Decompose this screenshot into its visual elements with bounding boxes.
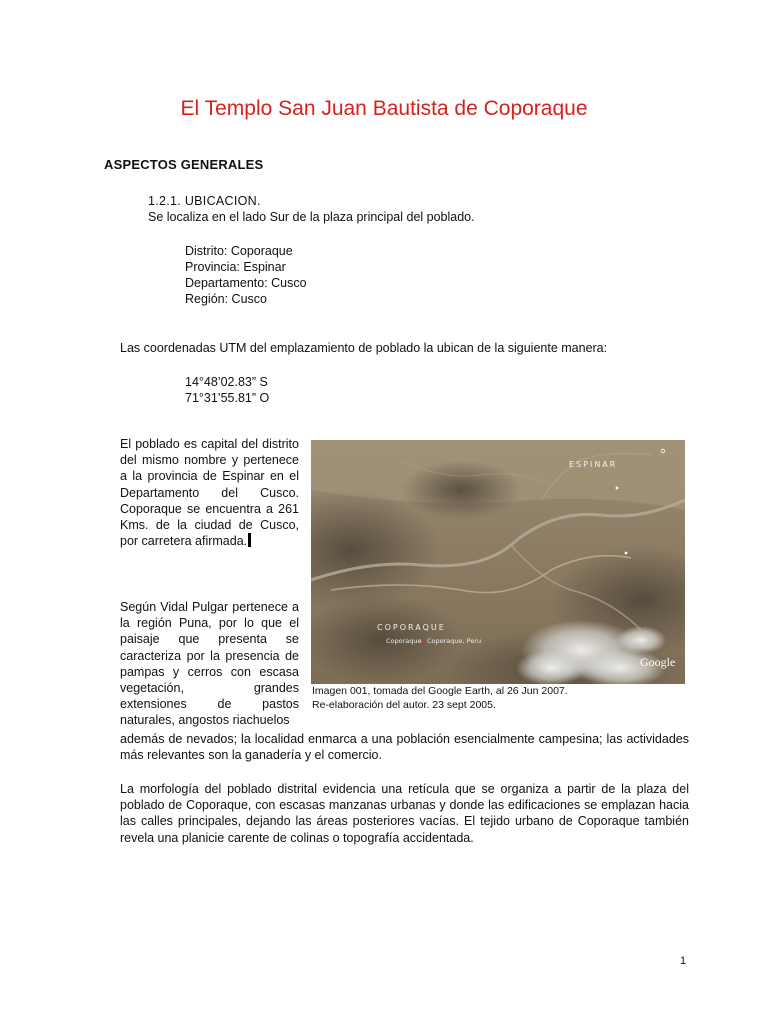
paragraph-region-part1: Según Vidal Pulgar pertenece a la región Puna, por lo que el paisaje que presenta se caracteriza por la presencia de pampas y cerros con escasa vegetación, grandes extensiones de pastos naturales, angostos riachuelos bbox=[120, 600, 299, 728]
location-item-provincia: Provincia: Espinar bbox=[185, 260, 286, 274]
subsection-heading: 1.2.1. UBICACION. bbox=[148, 194, 261, 208]
paragraph-capital bbox=[120, 436, 299, 549]
location-item-region: Región: Cusco bbox=[185, 292, 267, 306]
caption-line-1: Imagen 001, tomada del Google Earth, al 26 Jun 2007. bbox=[312, 685, 568, 697]
location-intro: Se localiza en el lado Sur de la plaza principal del poblado. bbox=[148, 210, 475, 224]
text-cursor bbox=[248, 533, 251, 547]
coordinate-latitude: 14°48’02.83” S bbox=[185, 375, 268, 389]
coordinates-intro: Las coordenadas UTM del emplazamiento de poblado la ubican de la siguiente manera: bbox=[120, 341, 608, 355]
map-marker-icon bbox=[616, 487, 619, 490]
page-number: 1 bbox=[680, 955, 687, 967]
coordinates-list bbox=[185, 374, 269, 406]
paragraph-morphology: La morfología del poblado distrital evidencia una retícula que se organiza a partir de la plaza del poblado de Coporaque, con escasas manzanas urbanas y donde las edificaciones se emplazan hacia las calles principales, dejando las áreas posteriores vacías. El tejido urbano de Coporaque también revela una planicie carente de colinas o topografía accidentada. bbox=[120, 782, 689, 845]
map-label-coporaque-region: COPORAQUE bbox=[377, 623, 446, 632]
coordinate-longitude: 71°31’55.81” O bbox=[185, 391, 270, 405]
google-logo: Google bbox=[640, 655, 676, 669]
section-heading: ASPECTOS GENERALES bbox=[104, 157, 264, 172]
paragraph-region-part2: además de nevados; la localidad enmarca a una población esencialmente campesina; las actividades más relevantes son la ganadería y el comercio. bbox=[120, 732, 689, 763]
caption-line-2: Re-elaboración del autor. 23 sept 2005. bbox=[312, 698, 496, 711]
location-list bbox=[185, 243, 307, 307]
map-label-coporaque-peru: Coporaque, Peru bbox=[427, 637, 482, 645]
satellite-terrain-illustration bbox=[311, 440, 685, 684]
map-marker-icon bbox=[625, 552, 628, 555]
satellite-image bbox=[311, 440, 685, 684]
figure-caption bbox=[312, 685, 568, 712]
map-label-coporaque: Coporaque bbox=[386, 637, 422, 645]
paragraph-capital-text: El poblado es capital del distrito del mismo nombre y pertenece a la provincia de Espinar en el Departamento del Cusco. Coporaque se encuentra a 261 Kms. de la ciudad de Cusco, por carretera afirmada. bbox=[120, 437, 299, 549]
document-title: El Templo San Juan Bautista de Coporaque bbox=[180, 97, 588, 120]
location-item-distrito: Distrito: Coporaque bbox=[185, 244, 293, 258]
map-label-espinar: ESPINAR bbox=[569, 460, 618, 469]
location-item-departamento: Departamento: Cusco bbox=[185, 276, 307, 290]
